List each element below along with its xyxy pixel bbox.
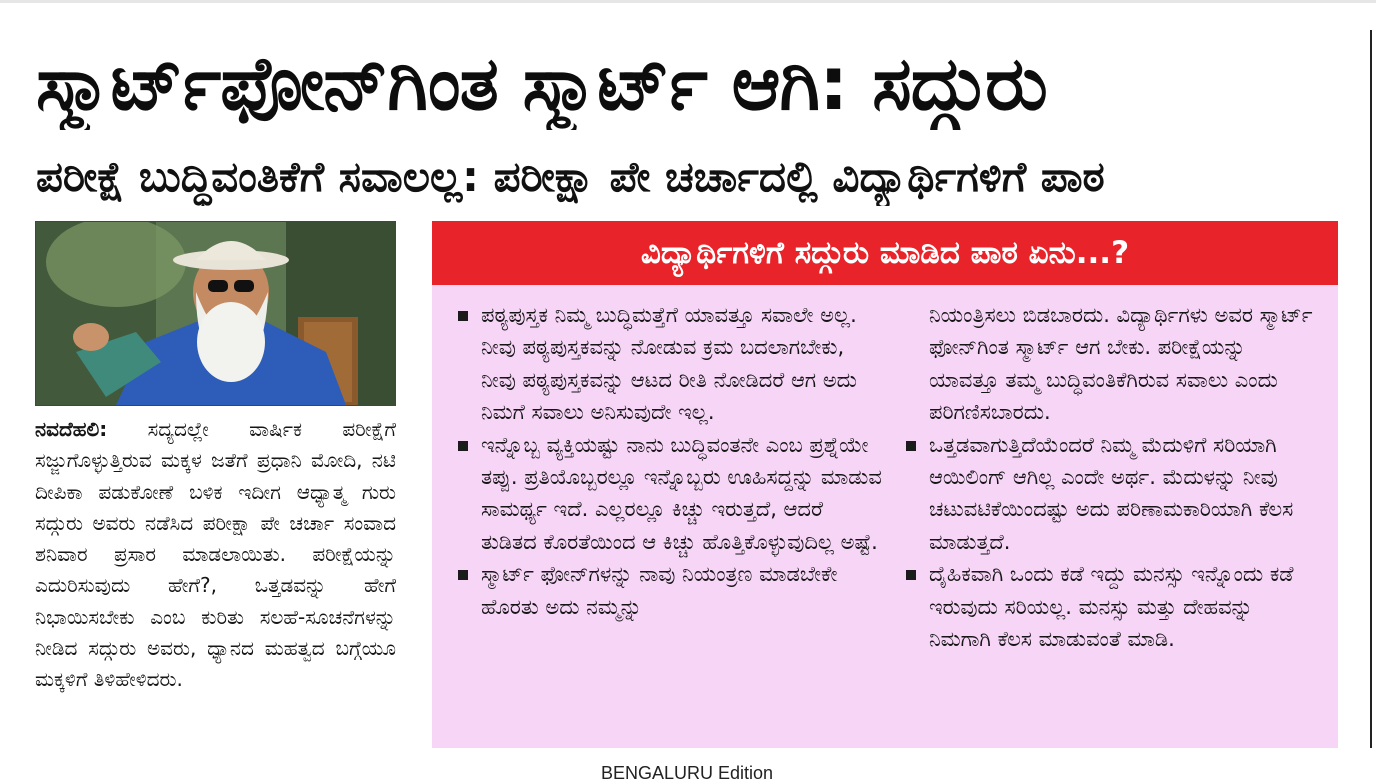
bullet-icon [458,570,468,580]
edition-label: BENGALURU Edition [600,763,774,783]
column-rule [1370,30,1372,748]
item-text: ಒತ್ತಡವಾಗುತ್ತಿದೆಯೆಂದರೆ ನಿಮ್ಮ ಮೆದುಳಿಗೆ ಸರಿಯಾಗಿ ಆಯಿಲಿಂಗ್ ಆಗಿಲ್ಲ ಎಂದೇ ಅರ್ಥ. ಮೆದುಳನ್ನು ನೀವು ಚಟುವಟಿಕೆಯಿಂದಷ್ಟು ಅದು ಪರಿಣಾಮಕಾರಿಯಾಗಿ ಕೆಲಸ ಮಾಡುತ್ತದೆ. [929,432,1294,554]
tips-left-column [454,299,884,623]
article-body [35,414,396,696]
portrait-illustration [36,222,395,405]
headline: ಸ್ಮಾರ್ಟ್‌ಫೋನ್‌ಗಿಂತ ಸ್ಮಾರ್ಟ್ ಆಗಿ: ಸದ್ಗುರು [36,41,1047,127]
tips-right-column [902,299,1318,655]
bullet-icon [458,311,468,321]
subheadline: ಪರೀಕ್ಷೆ ಬುದ್ಧಿವಂತಿಕೆಗೆ ಸವಾಲಲ್ಲ: ಪರೀಕ್ಷಾ ಪೇ ಚರ್ಚಾದಲ್ಲಿ ವಿದ್ಯಾರ್ಥಿಗಳಿಗೆ ಪಾಠ [36,152,1105,201]
box-title: ವಿದ್ಯಾರ್ಥಿಗಳಿಗೆ ಸದ್ಗುರು ಮಾಡಿದ ಪಾಠ ಏನು...? [432,221,1338,285]
list-item [454,558,884,623]
sadhguru-photo [35,221,396,406]
list-item [454,429,884,559]
item-text: ದೈಹಿಕವಾಗಿ ಒಂದು ಕಡೆ ಇದ್ದು ಮನಸ್ಸು ಇನ್ನೊಂದು ಕಡೆ ಇರುವುದು ಸರಿಯಲ್ಲ. ಮನಸ್ಸು ಮತ್ತು ದೇಹವನ್ನು ನಿಮಗಾಗಿ ಕೆಲಸ ಮಾಡುವಂತೆ ಮಾಡಿ. [929,562,1294,652]
list-item [902,429,1318,559]
list-item [454,299,884,429]
item-text: ಪಠ್ಯಪುಸ್ತಕ ನಿಮ್ಮ ಬುದ್ಧಿಮತ್ತೆಗೆ ಯಾವತ್ತೂ ಸವಾಲೇ ಅಲ್ಲ. ನೀವು ಪಠ್ಯಪುಸ್ತಕವನ್ನು ನೋಡುವ ಕ್ರಮ ಬದಲಾಗಬೇಕು, ನೀವು ಪಠ್ಯಪುಸ್ತಕವನ್ನು ಆಟದ ರೀತಿ ನೋಡಿದರೆ ಆಗ ಅದು ನಿಮಗೆ ಸವಾಲು ಅನಿಸುವುದೇ ಇಲ್ಲ. [481,303,857,425]
bullet-icon [906,441,916,451]
list-item [902,558,1318,655]
tips-box [432,285,1338,748]
article-text: ಸದ್ಯದಲ್ಲೇ ವಾರ್ಷಿಕ ಪರೀಕ್ಷೆಗೆ ಸಜ್ಜುಗೊಳ್ಳುತ್ತಿರುವ ಮಕ್ಕಳ ಜತೆಗೆ ಪ್ರಧಾನಿ ಮೋದಿ, ನಟಿ ದೀಪಿಕಾ ಪಡುಕೋಣೆ ಬಳಿಕ ಇದೀಗ ಆಧ್ಯಾತ್ಮ ಗುರು ಸದ್ಗುರು ಅವರು ನಡೆಸಿದ ಪರೀಕ್ಷಾ ಪೇ ಚರ್ಚಾ ಸಂವಾದ ಶನಿವಾರ ಪ್ರಸಾರ ಮಾಡಲಾಯಿತು. ಪರೀಕ್ಷೆಯನ್ನು ಎದುರಿಸುವುದು ಹೇಗೆ?, ಒತ್ತಡವನ್ನು ಹೇಗೆ ನಿಭಾಯಿಸಬೇಕು ಎಂಬ ಕುರಿತು ಸಲಹೆ-ಸೂಚನೆಗಳನ್ನು ನೀಡಿದ ಸದ್ಗುರು ಅವರು, ಧ್ಯಾನದ ಮಹತ್ವದ ಬಗ್ಗೆಯೂ ಮಕ್ಕಳಿಗೆ ತಿಳಿಹೇಳಿದರು. [35,417,396,692]
bullet-icon [458,441,468,451]
top-rule [0,0,1376,3]
dateline: ನವದೆಹಲಿ: [35,417,108,441]
item-text: ಇನ್ನೊಬ್ಬ ವ್ಯಕ್ತಿಯಷ್ಟು ನಾನು ಬುದ್ಧಿವಂತನೇ ಎಂಬ ಪ್ರಶ್ನೆಯೇ ತಪ್ಪು. ಪ್ರತಿಯೊಬ್ಬರಲ್ಲೂ ಇನ್ನೊಬ್ಬರು ಊಹಿಸದ್ದನ್ನು ಮಾಡುವ ಸಾಮರ್ಥ್ಯ ಇದೆ. ಎಲ್ಲರಲ್ಲೂ ಕಿಚ್ಚು ಇರುತ್ತದೆ, ಆದರೆ ತುಡಿತದ ಕೊರತೆಯಿಂದ ಆ ಕಿಚ್ಚು ಹೊತ್ತಿಕೊಳ್ಳುವುದಿಲ್ಲ ಅಷ್ಟೆ. [481,432,882,554]
bullet-icon [906,570,916,580]
item-text: ಸ್ಮಾರ್ಟ್ ಫೋನ್‌ಗಳನ್ನು ನಾವು ನಿಯಂತ್ರಣ ಮಾಡಬೇಕೇ ಹೊರತು ಅದು ನಮ್ಮನ್ನು [481,562,838,619]
item-continuation: ನಿಯಂತ್ರಿಸಲು ಬಿಡಬಾರದು. ವಿದ್ಯಾರ್ಥಿಗಳು ಅವರ ಸ್ಮಾರ್ಟ್ ಫೋನ್‌ಗಿಂತ ಸ್ಮಾರ್ಟ್ ಆಗ ಬೇಕು. ಪರೀಕ್ಷೆಯನ್ನು ಯಾವತ್ತೂ ತಮ್ಮ ಬುದ್ಧಿವಂತಿಕೆಗಿರುವ ಸವಾಲು ಎಂದು ಪರಿಗಣಿಸಬಾರದು. [929,303,1313,425]
